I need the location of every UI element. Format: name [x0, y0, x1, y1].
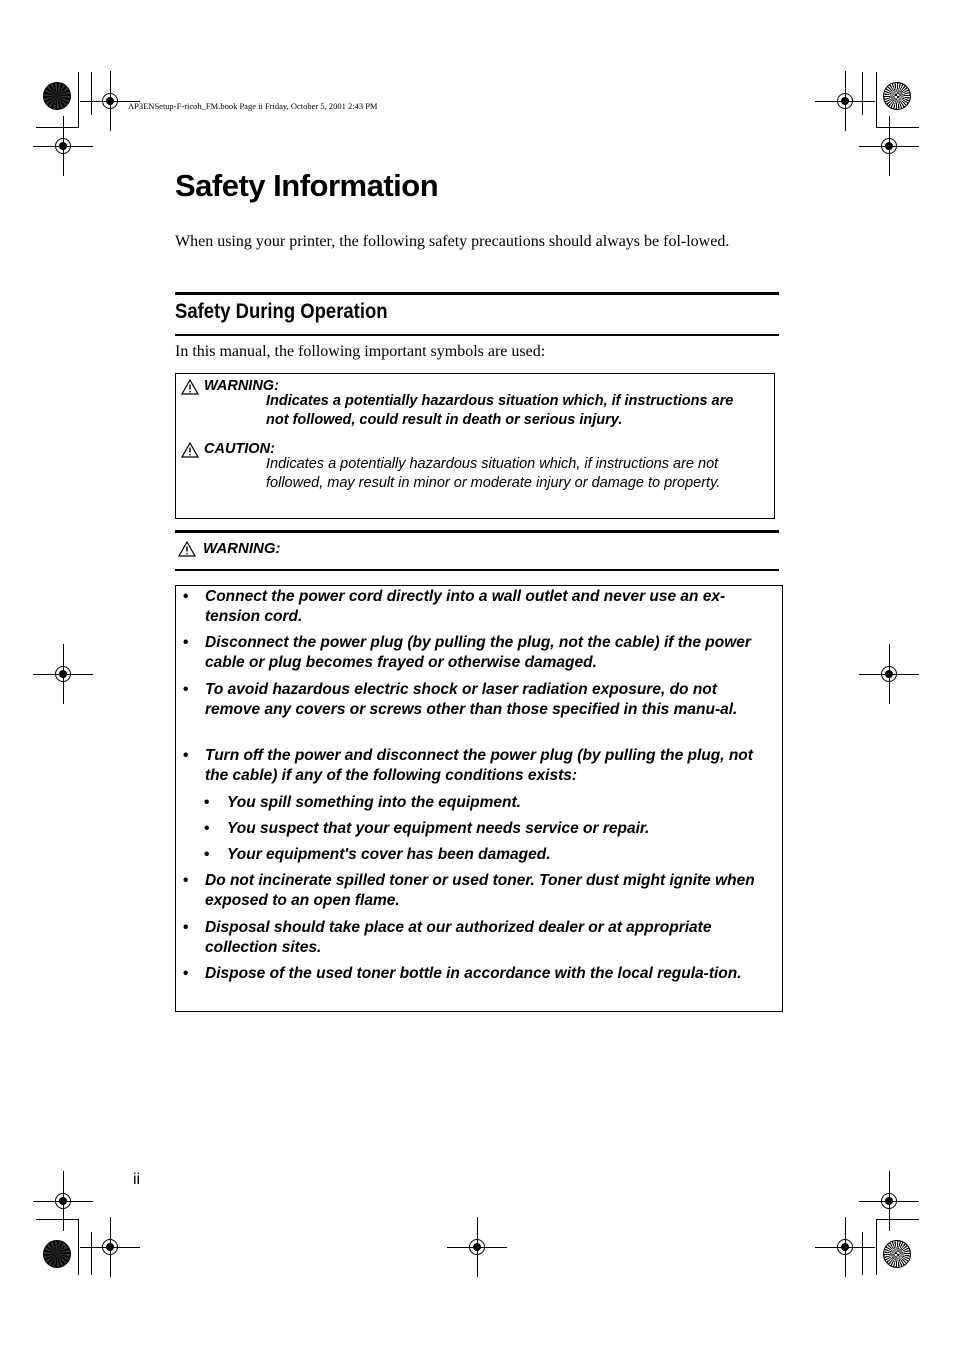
warning-heading: WARNING: [203, 540, 281, 557]
page-number: ii [133, 1171, 141, 1188]
crosshair-mark-icon [102, 93, 118, 109]
section-heading: Safety During Operation [175, 300, 388, 323]
symbols-box [175, 373, 775, 519]
list-item: • Connect the power cord directly into a wall outlet and never use an ex-tension cord. [183, 588, 726, 625]
warning-rule-bottom [175, 569, 779, 571]
symbols-intro: In this manual, the following important symbols are used: [175, 343, 546, 360]
crosshair-mark-icon [55, 138, 71, 154]
section-rule-bottom [175, 334, 779, 336]
crosshair-mark-icon [881, 666, 897, 682]
list-item: • To avoid hazardous electric shock or laser radiation exposure, do not remove any covers or screws other than those specified in this manu-al. [183, 681, 738, 718]
list-item: • Disconnect the power plug (by pulling the plug, not the cable) if the power cable or plug becomes frayed or otherwise damaged. [183, 634, 751, 671]
sub-list-item: • You spill something into the equipment. [204, 794, 521, 811]
crosshair-mark-icon [469, 1239, 485, 1255]
intro-paragraph: When using your printer, the following safety precautions should always be fol-lowed. [175, 233, 730, 250]
registration-mark-icon [43, 82, 71, 110]
crosshair-mark-icon [837, 1239, 853, 1255]
sub-list-item: • You suspect that your equipment needs service or repair. [204, 820, 650, 837]
sub-list-item: • Your equipment's cover has been damaged. [204, 846, 551, 863]
crosshair-mark-icon [55, 1193, 71, 1209]
warning-list-box [175, 585, 783, 1012]
crosshair-mark-icon [102, 1239, 118, 1255]
warning-rule-top [175, 530, 779, 533]
crosshair-mark-icon [837, 93, 853, 109]
warning-triangle-icon [181, 379, 199, 395]
section-rule-top [175, 292, 779, 295]
list-item: • Disposal should take place at our authorized dealer or at appropriate collection sites. [183, 919, 712, 956]
caution-symbol-label: CAUTION: [204, 441, 275, 457]
caution-symbol-description: Indicates a potentially hazardous situation which, if instructions are not followed, may result in minor or moderate injury or damage to property. [266, 456, 721, 491]
registration-mark-icon [43, 1240, 71, 1268]
page-title: Safety Information [175, 168, 439, 203]
crosshair-mark-icon [881, 138, 897, 154]
crosshair-mark-icon [881, 1193, 897, 1209]
caution-triangle-icon [181, 442, 199, 458]
registration-mark-icon [883, 82, 911, 110]
list-item: • Dispose of the used toner bottle in accordance with the local regula-tion. [183, 965, 742, 982]
warning-symbol-label: WARNING: [204, 378, 279, 394]
registration-mark-icon [883, 1240, 911, 1268]
file-header-line: AP3ENSetup-F-ricoh_FM.book Page ii Friday, October 5, 2001 2:43 PM [128, 101, 378, 111]
list-item: • Do not incinerate spilled toner or used toner. Toner dust might ignite when exposed to an open flame. [183, 872, 755, 909]
list-item: • Turn off the power and disconnect the power plug (by pulling the plug, not the cable) if any of the following conditions exists: [183, 747, 753, 784]
crosshair-mark-icon [55, 666, 71, 682]
warning-triangle-icon [178, 541, 196, 557]
warning-symbol-description: Indicates a potentially hazardous situation which, if instructions are not followed, could result in death or serious injury. [266, 393, 734, 428]
